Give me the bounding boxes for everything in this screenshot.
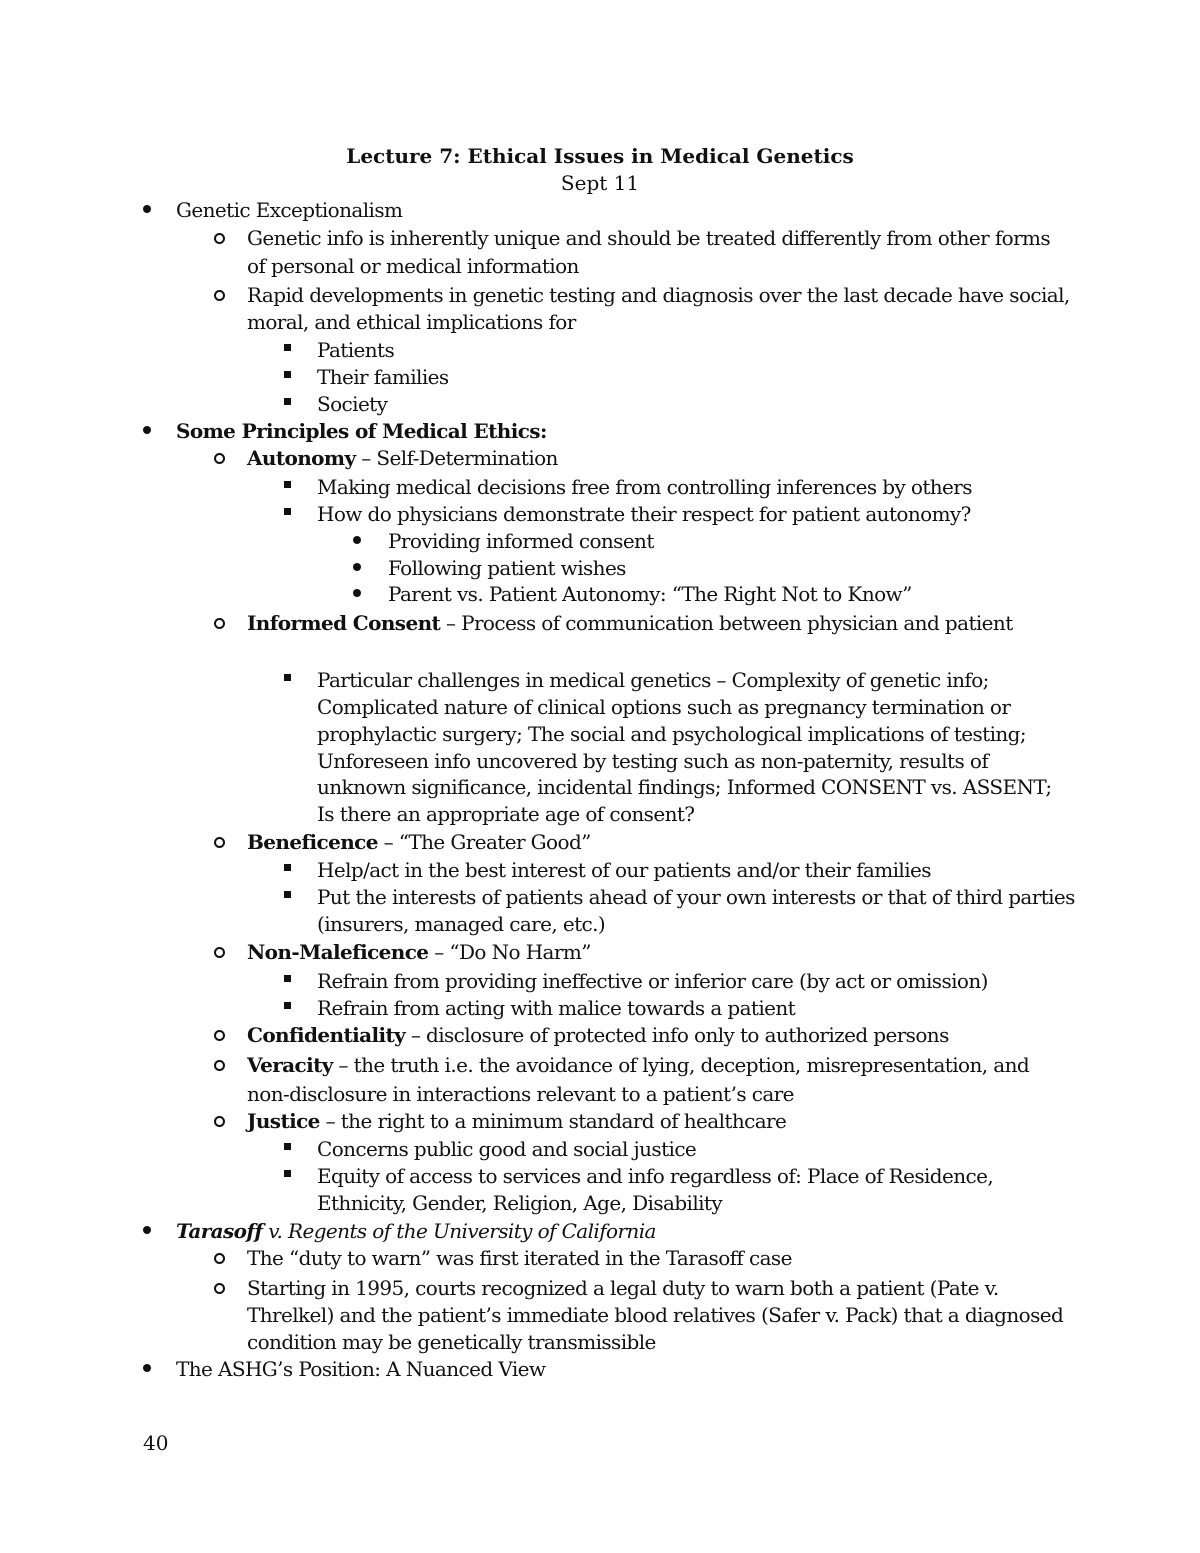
- lecture-date: Sept 11: [560, 171, 640, 195]
- list-item-text: Starting in 1995, courts recognized a legal duty to warn both a patient (Pate v.: [247, 1276, 999, 1300]
- term-description: – Process of communication between physician and patient: [440, 611, 1013, 635]
- list-item-text: Patients: [317, 338, 395, 362]
- bullet-circle-icon: [214, 1030, 225, 1041]
- term-description: – the right to a minimum standard of healthcare: [319, 1109, 787, 1133]
- bullet-disc-icon: [353, 536, 361, 544]
- bullet-square-icon: [284, 674, 291, 681]
- bullet-square-icon: [284, 508, 291, 515]
- page-number: 40: [143, 1431, 169, 1455]
- list-item-text: Parent vs. Patient Autonomy: “The Right Not to Know”: [388, 582, 912, 606]
- bullet-disc-icon: [143, 1226, 151, 1234]
- section-heading: Some Principles of Medical Ethics:: [176, 419, 547, 443]
- list-item-text: Following patient wishes: [388, 556, 626, 580]
- list-item-text: [247, 610, 1013, 636]
- term-veracity: Veracity: [247, 1053, 333, 1077]
- list-item-text: unknown significance, incidental findings; Informed CONSENT vs. ASSENT;: [317, 775, 1052, 799]
- bullet-disc-icon: [143, 1364, 151, 1372]
- list-item-text: Refrain from providing ineffective or inferior care (by act or omission): [317, 969, 988, 993]
- bullet-circle-icon: [214, 290, 225, 301]
- list-item-text: How do physicians demonstrate their respect for patient autonomy?: [317, 502, 971, 526]
- list-item-text: Particular challenges in medical genetics – Complexity of genetic info;: [317, 668, 989, 692]
- list-item-text: Concerns public good and social justice: [317, 1137, 697, 1161]
- bullet-circle-icon: [214, 837, 225, 848]
- bullet-circle-icon: [214, 1116, 225, 1127]
- term-informed-consent: Informed Consent: [247, 611, 441, 635]
- bullet-square-icon: [284, 481, 291, 488]
- list-item-text: of personal or medical information: [247, 254, 579, 278]
- bullet-square-icon: [284, 1143, 291, 1150]
- list-item-text: Genetic info is inherently unique and should be treated differently from other forms: [247, 226, 1051, 250]
- list-item-text: Put the interests of patients ahead of your own interests or that of third parties: [317, 885, 1075, 909]
- list-item-text: Providing informed consent: [388, 529, 654, 553]
- list-item-text: [247, 1108, 786, 1134]
- list-item-text: Making medical decisions free from controlling inferences by others: [317, 475, 972, 499]
- bullet-disc-icon: [143, 426, 151, 434]
- bullet-square-icon: [284, 371, 291, 378]
- lecture-title: Lecture 7: Ethical Issues in Medical Genetics: [346, 144, 854, 168]
- list-item-text: prophylactic surgery; The social and psychological implications of testing;: [317, 722, 1027, 746]
- bullet-circle-icon: [214, 1060, 225, 1071]
- list-item-text: Rapid developments in genetic testing and diagnosis over the last decade have social,: [247, 283, 1070, 307]
- bullet-circle-icon: [214, 947, 225, 958]
- section-heading: The ASHG’s Position: A Nuanced View: [176, 1357, 546, 1381]
- list-item-text: (insurers, managed care, etc.): [317, 912, 606, 936]
- bullet-circle-icon: [214, 1253, 225, 1264]
- bullet-disc-icon: [353, 589, 361, 597]
- term-description: – “The Greater Good”: [377, 830, 591, 854]
- bullet-disc-icon: [143, 205, 151, 213]
- bullet-square-icon: [284, 1002, 291, 1009]
- term-description: – “Do No Harm”: [428, 940, 591, 964]
- term-description: – the truth i.e. the avoidance of lying, deception, misrepresentation, and: [332, 1053, 1030, 1077]
- section-heading: [176, 1218, 656, 1244]
- list-item-text: non-disclosure in interactions relevant to a patient’s care: [247, 1082, 794, 1106]
- list-item-text: Complicated nature of clinical options such as pregnancy termination or: [317, 695, 1011, 719]
- bullet-disc-icon: [353, 563, 361, 571]
- section-heading: Genetic Exceptionalism: [176, 198, 403, 222]
- term-confidentiality: Confidentiality: [247, 1023, 406, 1047]
- term-justice: Justice: [247, 1109, 320, 1133]
- bullet-square-icon: [284, 1170, 291, 1177]
- term-description: – Self-Determination: [355, 446, 558, 470]
- bullet-square-icon: [284, 975, 291, 982]
- list-item-text: Threlkel) and the patient’s immediate blood relatives (Safer v. Pack) that a diagnosed: [247, 1303, 1064, 1327]
- bullet-circle-icon: [214, 618, 225, 629]
- bullet-square-icon: [284, 398, 291, 405]
- bullet-circle-icon: [214, 233, 225, 244]
- bullet-square-icon: [284, 344, 291, 351]
- list-item-text: The “duty to warn” was first iterated in the Tarasoff case: [247, 1246, 792, 1270]
- term-autonomy: Autonomy: [247, 446, 356, 470]
- list-item-text: Society: [317, 392, 388, 416]
- case-name-rest: v. Regents of the University of California: [262, 1219, 656, 1243]
- list-item-text: Their families: [317, 365, 449, 389]
- list-item-text: Equity of access to services and info regardless of: Place of Residence,: [317, 1164, 994, 1188]
- list-item-text: [247, 1022, 949, 1048]
- list-item-text: [247, 1052, 1029, 1078]
- term-description: – disclosure of protected info only to authorized persons: [405, 1023, 949, 1047]
- bullet-circle-icon: [214, 453, 225, 464]
- term-non-maleficence: Non-Maleficence: [247, 940, 429, 964]
- bullet-square-icon: [284, 864, 291, 871]
- list-item-text: Unforeseen info uncovered by testing such as non-paternity, results of: [317, 749, 989, 773]
- case-name: Tarasoff: [176, 1219, 263, 1243]
- list-item-text: Refrain from acting with malice towards a patient: [317, 996, 796, 1020]
- list-item-text: moral, and ethical implications for: [247, 310, 576, 334]
- list-item-text: [247, 939, 591, 965]
- bullet-circle-icon: [214, 1283, 225, 1294]
- list-item-text: condition may be genetically transmissible: [247, 1330, 656, 1354]
- list-item-text: Help/act in the best interest of our patients and/or their families: [317, 858, 931, 882]
- list-item-text: Is there an appropriate age of consent?: [317, 802, 695, 826]
- list-item-text: Ethnicity, Gender, Religion, Age, Disability: [317, 1191, 723, 1215]
- bullet-square-icon: [284, 891, 291, 898]
- list-item-text: [247, 445, 558, 471]
- list-item-text: [247, 829, 591, 855]
- term-beneficence: Beneficence: [247, 830, 378, 854]
